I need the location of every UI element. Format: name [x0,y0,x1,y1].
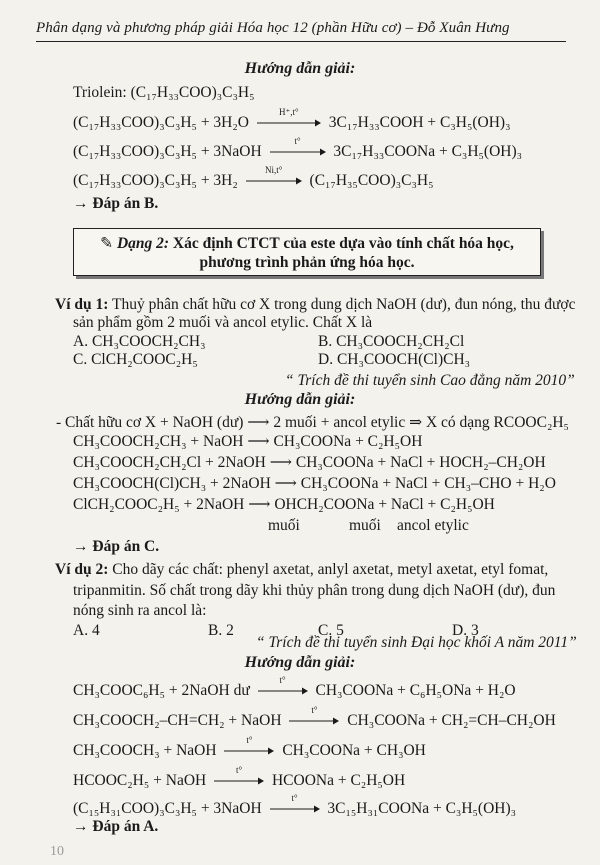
equation-methyl-acetate [73,735,426,760]
solution-heading: Hướng dẫn giải: [244,391,356,408]
reaction-arrow [246,165,302,185]
eq-left: (C₁₇H₃₃COO)₃C₃H₅ + 3H₂ [73,172,238,189]
option-c: C. 5 [318,622,344,639]
solution-step: CH₃COOCH(Cl)CH₃ + 2NaOH ⟶ CH₃COONa + NaCl + CH₃–CHO + H₂O [73,475,556,492]
pencil-icon: ✎ [100,235,114,252]
arrow-icon [224,746,274,755]
equation-ethyl-formate [73,765,406,790]
equation-hydrogenation [73,165,434,190]
section-title-text: Xác định CTCT của este dựa vào tính chất hóa học, [172,235,514,252]
eq-left: CH₃COOCH₃ + NaOH [73,742,217,759]
reaction-arrow [258,675,308,695]
section-label: Dạng 2: [116,235,170,252]
arrow-condition: t° [236,765,243,775]
arrow-icon [270,147,326,156]
reaction-arrow [270,136,326,156]
question-text: Cho dãy các chất: phenyl axetat, anlyl axetat, metyl axetat, etyl fomat, [112,561,549,578]
option-a: A. 4 [73,622,100,639]
example-label: Ví dụ 1: [55,296,109,313]
running-header: Phân dạng và phương pháp giải Hóa học 12 (phần Hữu cơ) – Đỗ Xuân Hưng [36,20,566,42]
equation-hydrolysis [73,107,511,132]
eq-right: (C₁₇H₃₅COO)₃C₃H₅ [309,172,434,189]
section-box [73,228,541,276]
solution-step: CH₃COOCH₂CH₂Cl + 2NaOH ⟶ CH₃COONa + NaCl + HOCH₂–CH₂OH [73,454,546,471]
reaction-arrow [270,793,320,813]
equation-phenyl-acetate [73,675,516,700]
product-label-salt: muối [349,517,381,534]
equation-allyl-acetate [73,705,556,730]
solution-step: ClCH₂COOC₂H₅ + 2NaOH ⟶ OHCH₂COONa + NaCl + C₂H₅OH [73,496,495,513]
solution-step: CH₃COOCH₂CH₃ + NaOH ⟶ CH₃COONa + C₂H₅OH [73,433,423,450]
reaction-arrow [289,705,339,725]
arrow-icon [258,686,308,695]
arrow-icon [214,776,264,785]
eq-right: CH₃COONa + C₆H₅ONa + H₂O [315,682,516,699]
eq-right: HCOONa + C₂H₅OH [271,772,406,789]
option-b: B. CH₃COOCH₂CH₂Cl [318,333,465,350]
reaction-arrow [224,735,274,755]
option-d: D. 3 [452,622,479,639]
arrow-condition: t° [311,705,318,715]
eq-left: (C₁₅H₃₁COO)₃C₃H₅ + 3NaOH [73,800,262,817]
equation-tripalmitin [73,793,517,818]
eq-left: CH₃COOC₆H₅ + 2NaOH dư [73,682,250,699]
eq-left: CH₃COOCH₂–CH=CH₂ + NaOH [73,712,282,729]
arrow-condition: H⁺,t° [279,107,299,117]
reaction-arrow [214,765,264,785]
section-title-line1 [74,234,540,253]
page-number: 10 [50,844,64,859]
eq-right: 3C₁₅H₃₁COONa + C₃H₅(OH)₃ [327,800,517,817]
question-text-cont: nóng sinh ra ancol là: [73,602,207,619]
question-text-cont: tripanmitin. Số chất trong dãy khi thủy phân trong dung dịch NaOH (dư), đun [73,582,556,599]
option-c: C. ClCH₂COOC₂H₅ [73,351,198,368]
arrow-condition: t° [291,793,298,803]
arrow-condition: t° [279,675,286,685]
option-a: A. CH₃COOCH₂CH₃ [73,333,206,350]
arrow-icon [270,804,320,813]
eq-right: 3C₁₇H₃₃COONa + C₃H₅(OH)₃ [333,143,523,160]
question-text: Thuỷ phân chất hữu cơ X trong dung dịch NaOH (dư), đun nóng, thu được [112,296,576,313]
answer-line: → Đáp án C. [73,538,160,555]
arrow-icon [289,716,339,725]
source-citation: “ Trích đề thi tuyển sinh Đại học khối A năm 2011” [256,634,577,651]
answer-line: → Đáp án B. [73,195,159,212]
option-b: B. 2 [208,622,234,639]
solution-step: - Chất hữu cơ X + NaOH (dư) ⟶ 2 muối + ancol etylic ⇒ X có dạng RCOOC₂H₅ [56,414,569,431]
example-1-question [55,296,575,314]
arrow-condition: t° [294,136,301,146]
example-label: Ví dụ 2: [55,561,109,578]
eq-right: 3C₁₇H₃₃COOH + C₃H₅(OH)₃ [328,114,511,131]
equation-saponification [73,136,523,161]
eq-left: (C₁₇H₃₃COO)₃C₃H₅ + 3NaOH [73,143,262,160]
section-title-line2: phương trình phản ứng hóa học. [199,254,415,271]
product-label-alcohol: ancol etylic [397,517,469,534]
answer-line: → Đáp án A. [73,818,159,835]
eq-left: (C₁₇H₃₃COO)₃C₃H₅ + 3H₂O [73,114,249,131]
triolein-line: Triolein: (C₁₇H₃₃COO)₃C₃H₅ [73,84,255,101]
reaction-arrow [257,107,321,127]
solution-heading: Hướng dẫn giải: [244,654,356,671]
question-text-cont: sản phẩm gồm 2 muối và ancol etylic. Chất X là [73,314,373,331]
arrow-icon [246,176,302,185]
solution-heading: Hướng dẫn giải: [244,60,356,77]
example-2-question [55,561,548,579]
option-d: D. CH₃COOCH(Cl)CH₃ [318,351,471,368]
arrow-condition: t° [246,735,253,745]
eq-right: CH₃COONa + CH₃OH [282,742,426,759]
eq-left: HCOOC₂H₅ + NaOH [73,772,207,789]
arrow-icon [257,118,321,127]
product-label-salt: muối [268,517,300,534]
eq-right: CH₃COONa + CH₂=CH–CH₂OH [347,712,556,729]
arrow-condition: Ni,t° [264,165,283,175]
source-citation: “ Trích đề thi tuyển sinh Cao đẳng năm 2010” [285,372,575,389]
